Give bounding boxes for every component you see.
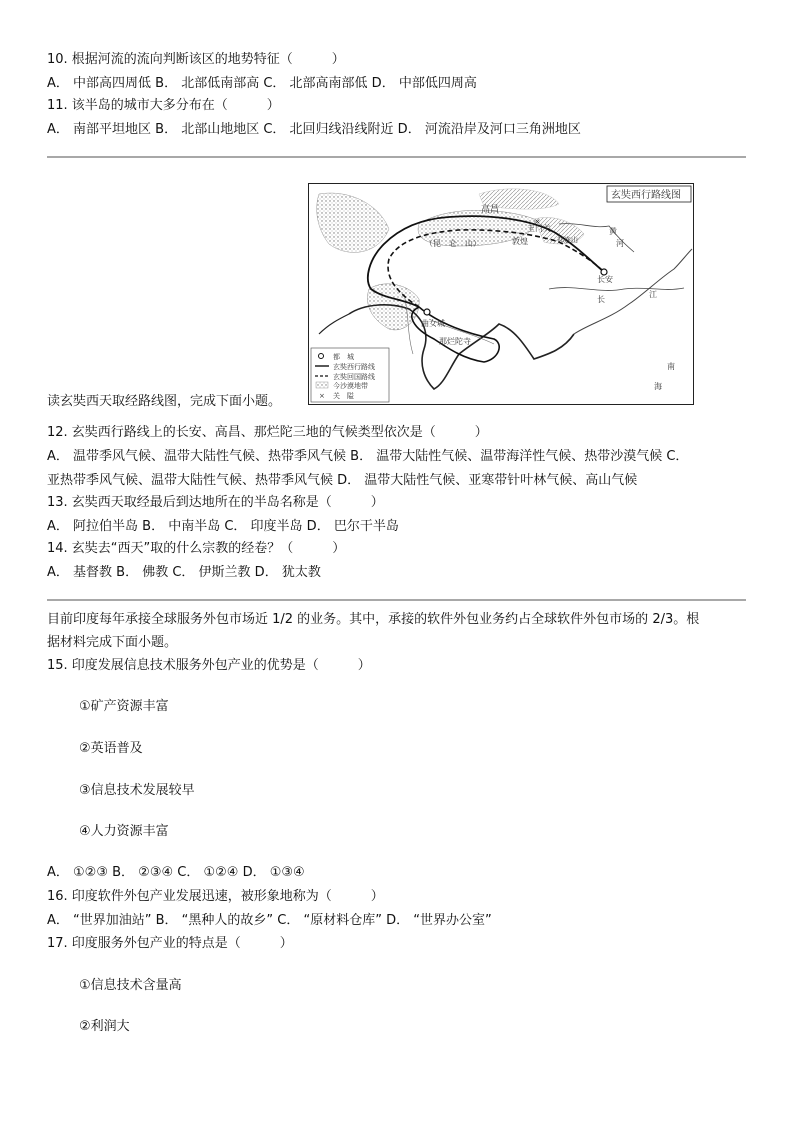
label-changan: 长安 (597, 275, 613, 284)
label-nalanduo: 那烂陀寺 (439, 337, 471, 346)
question-11-stem: 11. 该半岛的城市大多分布在（ ） (47, 98, 280, 113)
legend-item: 都 城 (333, 353, 354, 361)
question-16-options: A． “世界加油站” B． “黑种人的故乡” C． “原材料仓库” D． “世界办公室” (47, 913, 492, 928)
xuanzang-route-map (308, 183, 694, 405)
legend-item: 玄奘回国路线 (333, 373, 375, 381)
statement-item: ③信息技术发展较早 (79, 783, 195, 798)
intro-material: 目前印度每年承接全球服务外包市场近 1/2 的业务。其中，承接的软件外包业务约占全球软件外包市场的 2/3。根 (47, 612, 700, 627)
question-12-options-cont: 亚热带季风气候、温带大陆性气候、热带季风气候 D． 温带大陆性气候、亚寒带针叶林气候、高山气候 (47, 473, 638, 488)
label-chang: 长 (597, 295, 605, 304)
label-jiang: 江 (649, 290, 657, 299)
label-he: 河 (616, 239, 624, 248)
label-qilian: 祁连山 (557, 236, 578, 244)
statement-item: ④人力资源丰富 (79, 824, 169, 839)
quvu-marker (424, 309, 430, 315)
legend-item: 玄奘西行路线 (333, 363, 375, 371)
question-10-options: A． 中部高四周低 B． 北部低南部高 C． 北部高南部低 D． 中部低四周高 (47, 76, 477, 91)
question-17-stem: 17. 印度服务外包产业的特点是（ ） (47, 936, 293, 951)
statement-item: ②利润大 (79, 1019, 130, 1034)
question-11-options: A． 南部平坦地区 B． 北部山地地区 C． 北回归线沿线附近 D． 河流沿岸及河口三角洲地区 (47, 122, 581, 137)
intro-map: 读玄奘西天取经路线图，完成下面小题。 (47, 394, 282, 409)
label-gaochang: 高昌 (481, 205, 500, 215)
svg-text:×: × (319, 392, 325, 400)
label-hai: 海 (654, 382, 662, 391)
label-kunlun: （昆 仑 山） (425, 239, 481, 248)
question-10-stem: 10. 根据河流的流向判断该区的地势特征（ ） (47, 52, 345, 67)
section-divider (47, 599, 746, 601)
intro-material-cont: 据材料完成下面小题。 (47, 635, 178, 650)
statement-item: ①信息技术含量高 (79, 978, 182, 993)
statement-item: ②英语普及 (79, 741, 143, 756)
river-changjiang (549, 288, 684, 291)
map-title: 玄奘西行路线图 (611, 190, 681, 201)
question-13-stem: 13. 玄奘西天取经最后到达地所在的半岛名称是（ ） (47, 495, 384, 510)
desert-area (317, 193, 389, 252)
label-dunhuang: 敦煌 (512, 237, 528, 246)
label-nan: 南 (667, 362, 675, 371)
legend-item: 关 隘 (333, 392, 354, 400)
coastline (319, 314, 349, 334)
svg-text:×: × (534, 217, 541, 226)
section-divider (47, 156, 746, 158)
question-13-options: A． 阿拉伯半岛 B． 中南半岛 C． 印度半岛 D． 巴尔干半岛 (47, 519, 399, 534)
question-14-stem: 14. 玄奘去“西天”取的什么宗教的经卷？（ ） (47, 541, 346, 556)
label-yumenguan: 玉门关 (527, 224, 551, 233)
legend-item: 今沙漠地带 (333, 382, 368, 390)
question-15-options: A． ①②③ B． ②③④ C． ①②④ D． ①③④ (47, 865, 305, 880)
question-15-stem: 15. 印度发展信息技术服务外包产业的优势是（ ） (47, 658, 371, 673)
question-14-options: A． 基督教 B． 佛教 C． 伊斯兰教 D． 犹太教 (47, 565, 321, 580)
statement-item: ①矿产资源丰富 (79, 699, 169, 714)
question-12-options: A． 温带季风气候、温带大陆性气候、热带季风气候 B． 温带大陆性气候、温带海洋性气候、热带沙漠气候 C． (47, 449, 689, 464)
question-12-stem: 12. 玄奘西行路线上的长安、高昌、那烂陀三地的气候类型依次是（ ） (47, 425, 488, 440)
label-huang: 黄 (609, 227, 617, 236)
label-quvu: 曲女城 (421, 319, 445, 328)
question-16-stem: 16. 印度软件外包产业发展迅速，被形象地称为（ ） (47, 889, 384, 904)
